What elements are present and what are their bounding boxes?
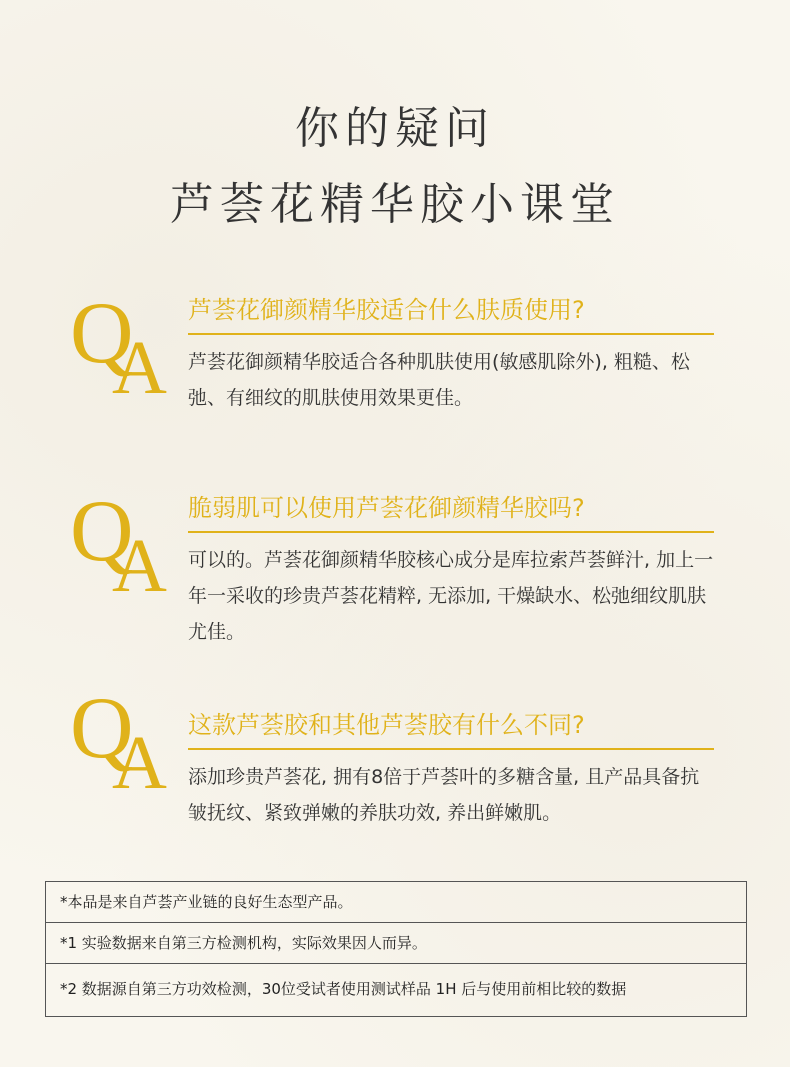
qa-logo: [70, 483, 180, 608]
a-letter-icon: A: [112, 721, 167, 805]
a-letter-icon: A: [112, 326, 167, 410]
qa-logo: [70, 285, 180, 410]
q-letter-icon: Q: [70, 285, 134, 382]
question-1: 芦荟花御颜精华胶适合什么肤质使用?: [188, 290, 714, 335]
footnote-3: *2 数据源自第三方功效检测，30位受试者使用测试样品 1H 后与使用前相比较的数据: [46, 963, 746, 1016]
qa-logo: [70, 680, 180, 805]
answer-3: 添加珍贵芦荟花, 拥有8倍于芦荟叶的多糖含量, 且产品具备抗皱抚纹、紧致弹嫩的养肤功效, 养出鲜嫩肌。: [188, 766, 700, 824]
answer-2: 可以的。芦荟花御颜精华胶核心成分是库拉索芦荟鲜汁, 加上一年一采收的珍贵芦荟花精粹, 无添加, 干燥缺水、松弛细纹肌肤尤佳。: [188, 549, 714, 643]
page-subtitle: 芦荟花精华胶小课堂: [170, 179, 620, 230]
answer-1: 芦荟花御颜精华胶适合各种肌肤使用(敏感肌除外), 粗糙、松弛、有细纹的肌肤使用效果更佳。: [188, 351, 690, 409]
footnote-2: *1 实验数据来自第三方检测机构，实际效果因人而异。: [46, 922, 746, 963]
a-letter-icon: A: [112, 524, 167, 608]
question-2: 脆弱肌可以使用芦荟花御颜精华胶吗?: [188, 488, 714, 533]
footnote-1: *本品是来自芦荟产业链的良好生态型产品。: [60, 893, 353, 911]
footnotes-box: [45, 881, 747, 1017]
q-letter-icon: Q: [70, 680, 134, 777]
q-letter-icon: Q: [70, 483, 134, 580]
question-3: 这款芦荟胶和其他芦荟胶有什么不同?: [188, 705, 714, 750]
page-title: 你的疑问: [295, 103, 495, 154]
